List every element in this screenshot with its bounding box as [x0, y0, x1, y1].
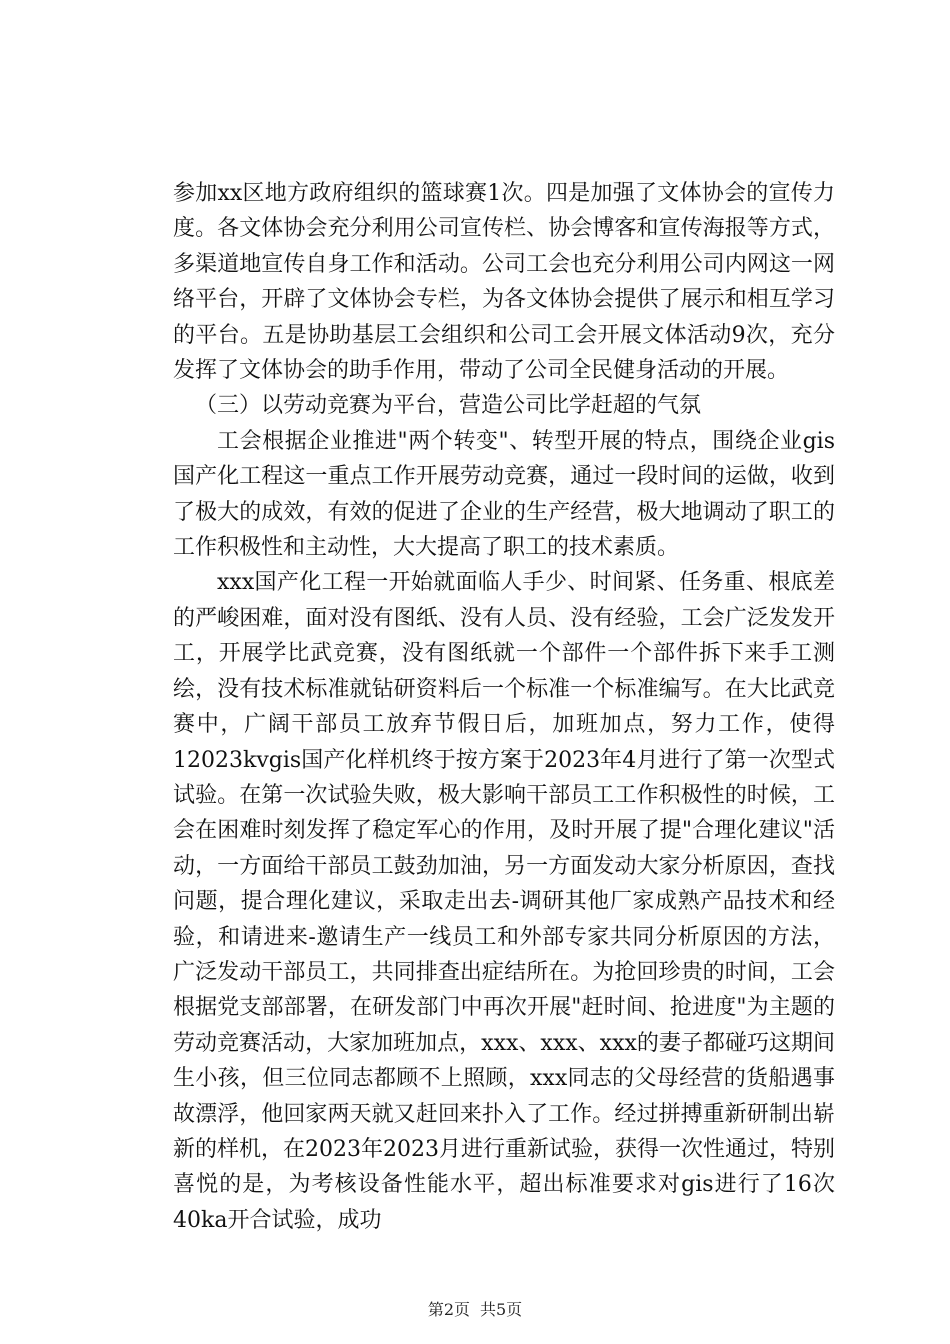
page-number: 第2页	[427, 1300, 470, 1319]
paragraph-labor-competition: 工会根据企业推进"两个转变"、转型开展的特点，围绕企业gis国产化工程这一重点工作开展劳动竞赛，通过一段时间的运做，收到了极大的成效，有效的促进了企业的生产经营，极大地调动了职工的工作积极性和主动性，大大提高了职工的技术素质。	[173, 428, 835, 561]
paragraph-localization-project: xxx国产化工程一开始就面临人手少、时间紧、任务重、根底差的严峻困难，面对没有图纸、没有人员、没有经验，工会广泛发发开工，开展学比武竞赛，没有图纸就一个部件一个部件拆下来手工测绘，没有技术标准就钻研资料后一个标准一个标准编写。在大比武竞赛中，广阔干部员工放弃节假日后，加班加点，努力工作，使得12023kvgis国产化样机终于按方案于2023年4月进行了第一次型式试验。在第一次试验失败，极大影响干部员工工作积极性的时候，工会在困难时刻发挥了稳定军心的作用，及时开展了提"合理化建议"活动，一方面给干部员工鼓劲加油，另一方面发动大家分析原因，查找问题，提合理化建议，采取走出去-调研其他厂家成熟产品技术和经验，和请进来-邀请生产一线员工和外部专家共同分析原因的方法，广泛发动干部员工，共同排查出症结所在。为抢回珍贵的时间，工会根据党支部部署，在研发部门中再次开展"赶时间、抢进度"为主题的劳动竞赛活动，大家加班加点，xxx、xxx、xxx的妻子都碰巧这期间生小孩，但三位同志都顾不上照顾，xxx同志的父母经营的货船遇事故漂浮，他回家两天就又赶回来扑入了工作。经过拼搏重新研制出崭新的样机，在2023年2023月进行重新试验，获得一次性通过，特别喜悦的是，为考核设备性能水平，超出标准要求对gis进行了16次40ka开合试验，成功	[173, 570, 835, 1233]
paragraph-culture-associations: 参加xx区地方政府组织的篮球赛1次。四是加强了文体协会的宣传力度。各文体协会充分利用公司宣传栏、协会博客和宣传海报等方式，多渠道地宣传自身工作和活动。公司工会也充分利用公司内网这一网络平台，开辟了文体协会专栏，为各文体协会提供了展示和相互学习的平台。五是协助基层工会组织和公司工会开展文体活动9次，充分发挥了文体协会的助手作用，带动了公司全民健身活动的开展。	[173, 181, 835, 384]
page-footer	[0, 1300, 950, 1320]
section-heading-labor-competition: （三）以劳动竞赛为平台，营造公司比学赶超的气氛	[195, 393, 702, 419]
document-body	[173, 176, 835, 1238]
page-total: 共5页	[480, 1300, 523, 1319]
